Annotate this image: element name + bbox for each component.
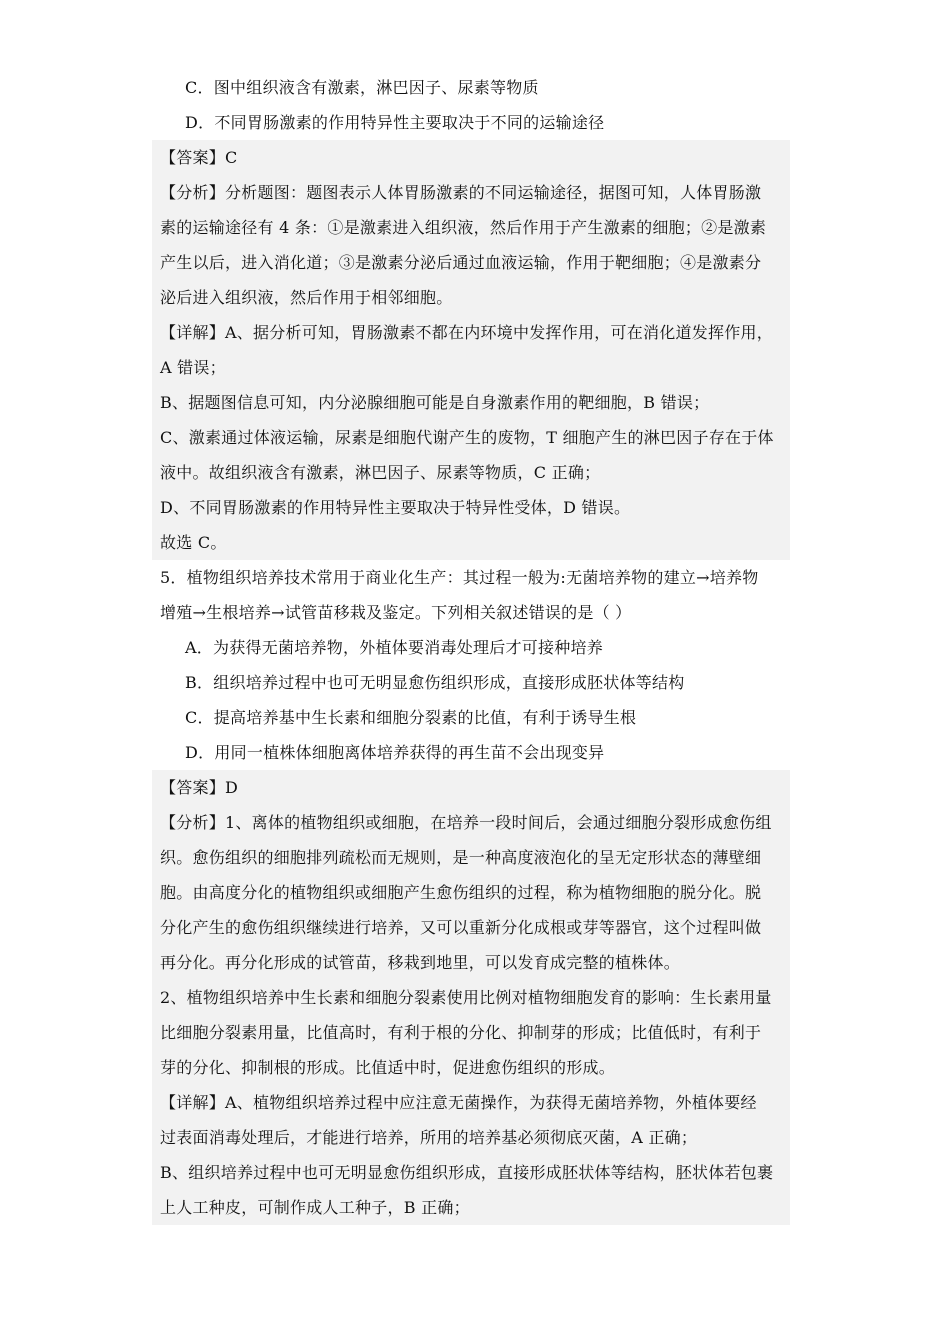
text-line: 上人工种皮，可制作成人工种子，B 正确； [160, 1198, 470, 1217]
document-page [152, 70, 790, 1225]
options-block [152, 70, 790, 140]
text-line: 5．植物组织培养技术常用于商业化生产：其过程一般为:无菌培养物的建立→培养物 [160, 568, 759, 587]
question-block [152, 560, 790, 630]
option-line: D．不同胃肠激素的作用特异性主要取决于不同的运输途径 [185, 113, 605, 132]
option-line: A．为获得无菌培养物，外植体要消毒处理后才可接种培养 [185, 638, 604, 657]
option-line: B．组织培养过程中也可无明显愈伤组织形成，直接形成胚状体等结构 [185, 673, 685, 692]
text-line: 【答案】C [160, 148, 238, 167]
options-block [152, 630, 790, 770]
text-line: 2、植物组织培养中生长素和细胞分裂素使用比例对植物细胞发育的影响：生长素用量 [160, 988, 772, 1007]
text-line: 分化产生的愈伤组织继续进行培养，又可以重新分化成根或芽等器官，这个过程叫做 [160, 918, 762, 937]
text-line: 故选 C。 [160, 533, 227, 552]
text-line: 胞。由高度分化的植物组织或细胞产生愈伤组织的过程，称为植物细胞的脱分化。脱 [160, 883, 762, 902]
option-line: C．提高培养基中生长素和细胞分裂素的比值，有利于诱导生根 [185, 708, 637, 727]
text-line: B、组织培养过程中也可无明显愈伤组织形成，直接形成胚状体等结构，胚状体若包裹 [160, 1163, 774, 1182]
text-line: 产生以后，进入消化道；③是激素分泌后通过血液运输，作用于靶细胞；④是激素分 [160, 253, 762, 272]
text-line: 【分析】分析题图：题图表示人体胃肠激素的不同运输途径，据图可知，人体胃肠激 [160, 183, 762, 202]
text-line: 素的运输途径有 4 条：①是激素进入组织液，然后作用于产生激素的细胞；②是激素 [160, 218, 767, 237]
text-line: 泌后进入组织液，然后作用于相邻细胞。 [160, 288, 453, 307]
text-line: 织。愈伤组织的细胞排列疏松而无规则，是一种高度液泡化的呈无定形状态的薄壁细 [160, 848, 762, 867]
text-line: C、激素通过体液运输，尿素是细胞代谢产生的废物，T 细胞产生的淋巴因子存在于体 [160, 428, 774, 447]
text-line: 【详解】A、据分析可知，胃肠激素不都在内环境中发挥作用，可在消化道发挥作用， [160, 323, 774, 342]
text-line: 比细胞分裂素用量，比值高时，有利于根的分化、抑制芽的形成；比值低时，有利于 [160, 1023, 762, 1042]
text-line: 芽的分化、抑制根的形成。比值适中时，促进愈伤组织的形成。 [160, 1058, 616, 1077]
text-line: A 错误； [160, 358, 226, 377]
text-line: 过表面消毒处理后，才能进行培养，所用的培养基必须彻底灭菌，A 正确； [160, 1128, 698, 1147]
text-line: 【分析】1、离体的植物组织或细胞，在培养一段时间后，会通过细胞分裂形成愈伤组 [160, 813, 772, 832]
text-line: 【答案】D [160, 778, 239, 797]
text-line: 增殖→生根培养→试管苗移栽及鉴定。下列相关叙述错误的是（ ） [160, 603, 632, 622]
answer-analysis-block [152, 770, 790, 1225]
text-line: 【详解】A、植物组织培养过程中应注意无菌操作，为获得无菌培养物，外植体要经 [160, 1093, 757, 1112]
text-line: D、不同胃肠激素的作用特异性主要取决于特异性受体，D 错误。 [160, 498, 631, 517]
text-line: 液中。故组织液含有激素，淋巴因子、尿素等物质，C 正确； [160, 463, 601, 482]
option-line: D．用同一植株体细胞离体培养获得的再生苗不会出现变异 [185, 743, 605, 762]
answer-analysis-block [152, 140, 790, 560]
text-line: B、据题图信息可知，内分泌腺细胞可能是自身激素作用的靶细胞，B 错误； [160, 393, 710, 412]
text-line: 再分化。再分化形成的试管苗，移栽到地里，可以发育成完整的植株体。 [160, 953, 681, 972]
option-line: C．图中组织液含有激素，淋巴因子、尿素等物质 [185, 78, 539, 97]
